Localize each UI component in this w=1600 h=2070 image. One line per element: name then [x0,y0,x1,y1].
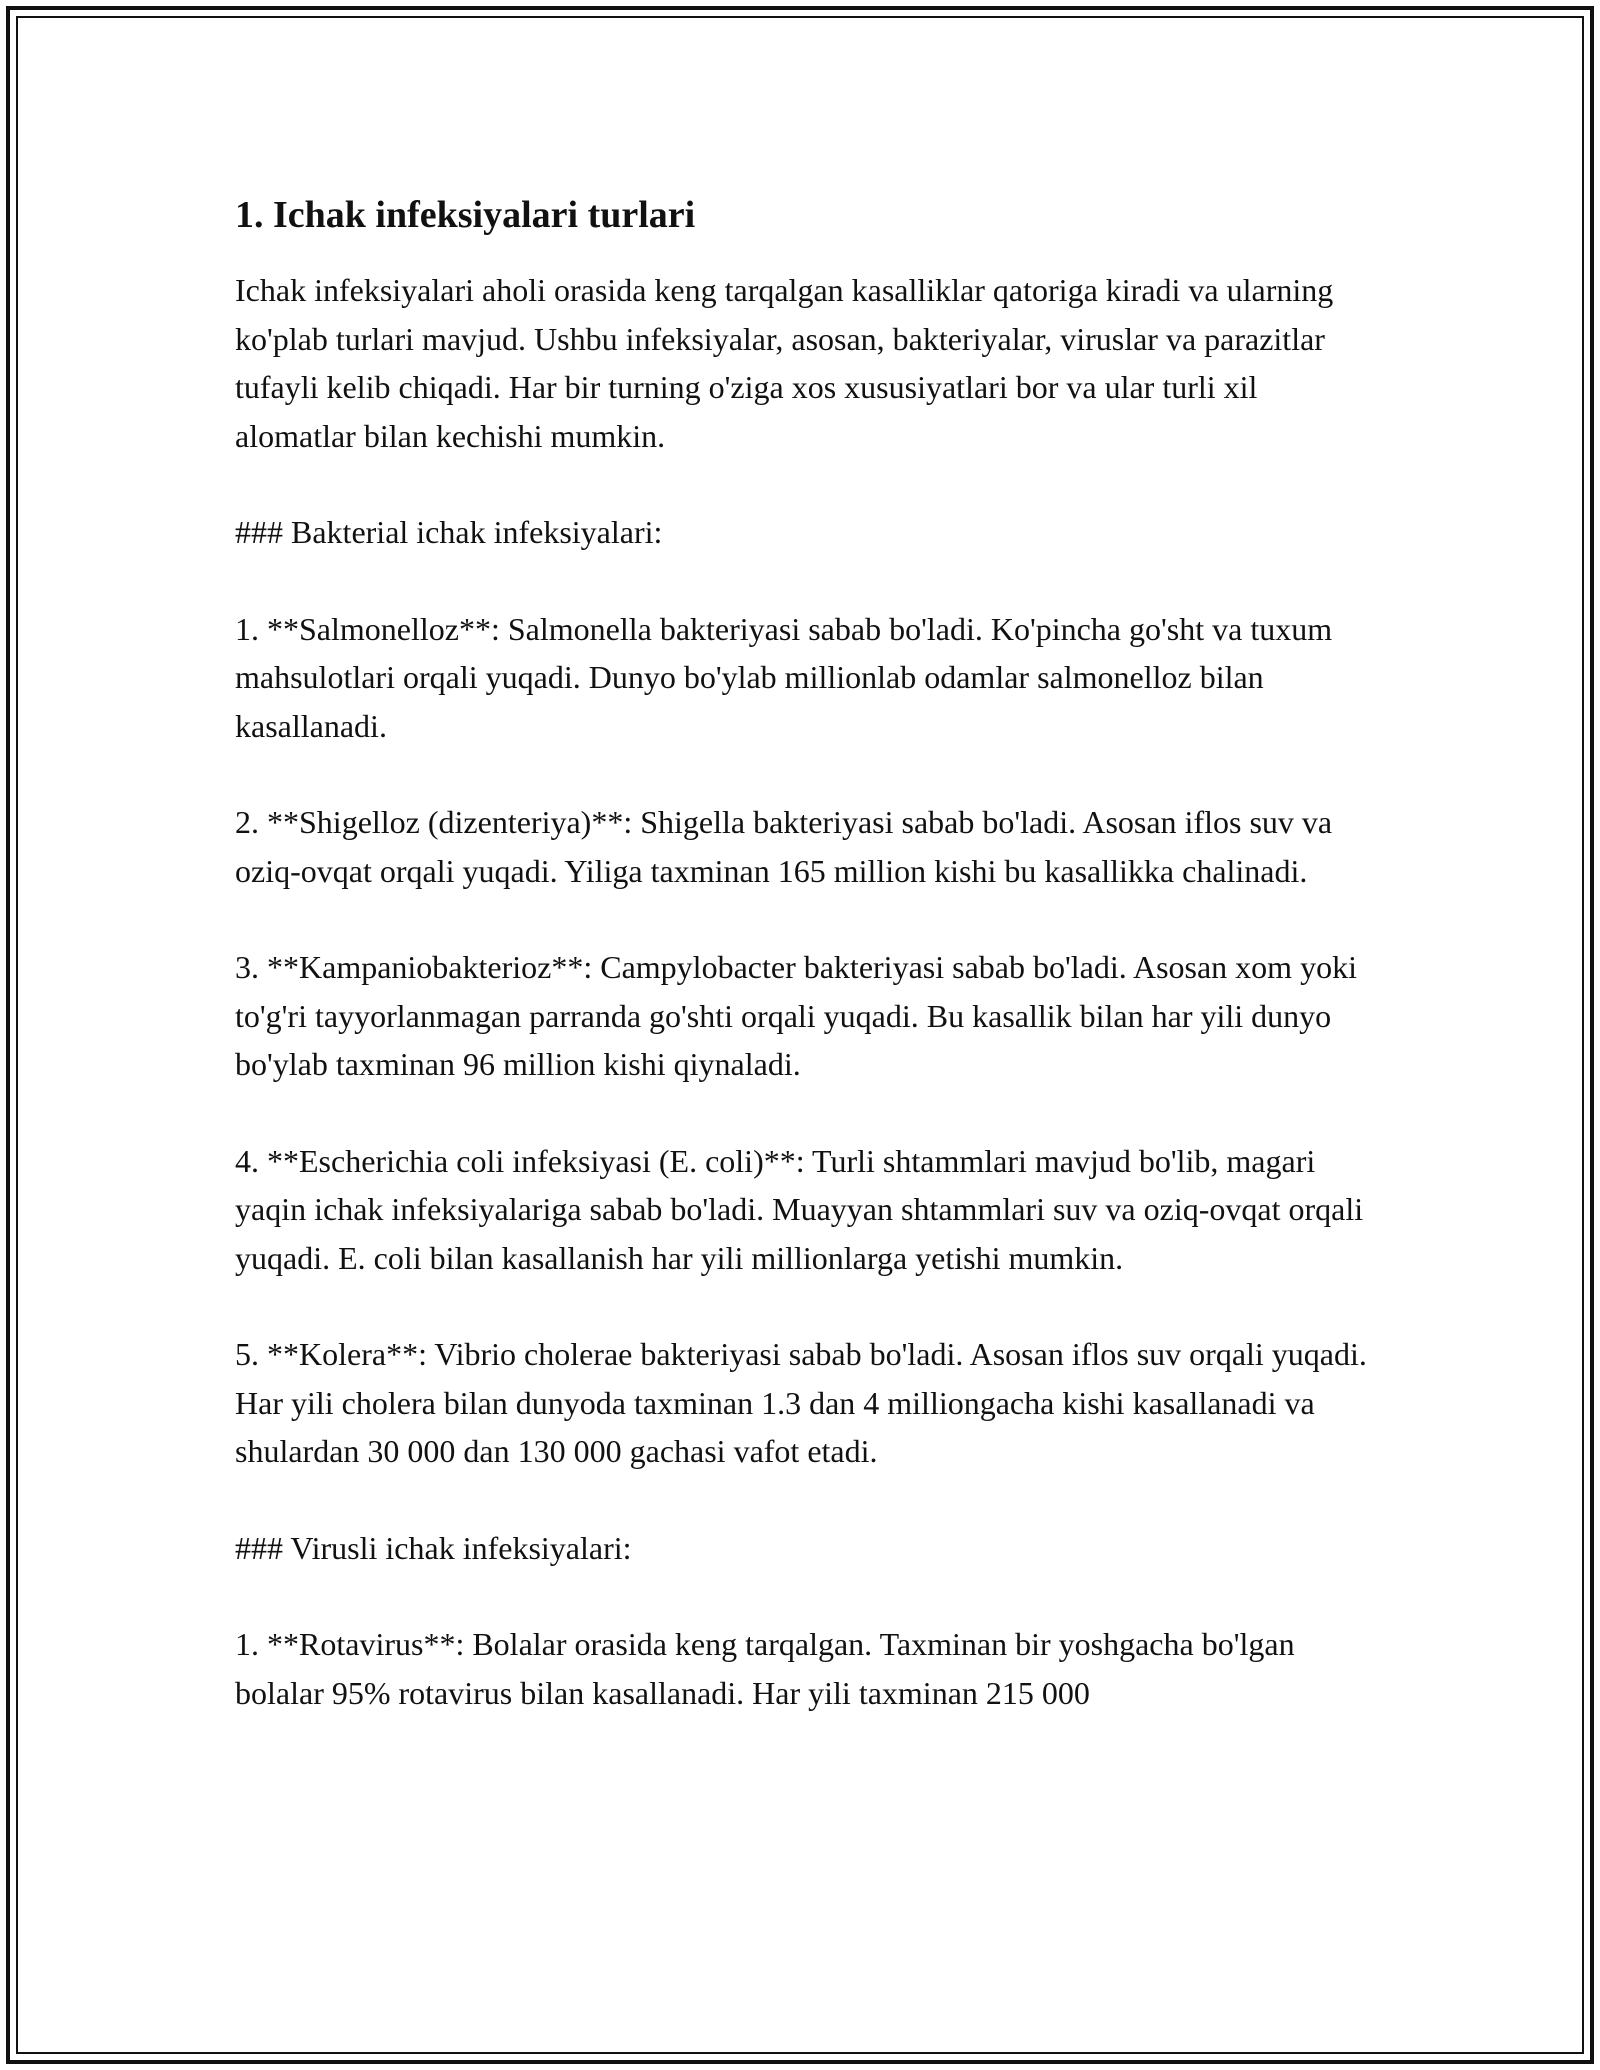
document-title: 1. Ichak infeksiyalari turlari [235,194,696,236]
section-heading-bacterial: ### Bakterial ichak infeksiyalari: [235,514,663,550]
list-item-salmonelloz: 1. **Salmonelloz**: Salmonella bakteriyasi sabab bo'ladi. Ko'pincha go'sht va tuxum mahsulotlari orqali yuqadi. Dunyo bo'ylab millionlab odamlar salmonelloz bilan kasallanadi. [235,610,1333,744]
list-item-rotavirus: 1. **Rotavirus**: Bolalar orasida keng tarqalgan. Taxminan bir yoshgacha bo'lgan bolalar 95% rotavirus bilan kasallanadi. Har yili taxminan 215 000 [235,1626,1295,1711]
section-heading-viral: ### Virusli ichak infeksiyalari: [235,1529,632,1566]
document-body [235,190,1375,1717]
list-item-kampaniobakterioz: 3. **Kampaniobakterioz**: Campylobacter bakteriyasi sabab bo'ladi. Asosan xom yoki to'g'ri tayyorlanmagan parranda go'shti orqali yuqadi. Bu kasallik bilan har yili dunyo bo'ylab taxminan 96 million kishi qiynaladi. [235,949,1357,1082]
intro-paragraph: Ichak infeksiyalari aholi orasida keng tarqalgan kasalliklar qatoriga kiradi va ularning ko'plab turlari mavjud. Ushbu infeksiyalar, asosan, bakteriyalar, viruslar va parazitlar tufayli kelib chiqadi. Har bir turning o'ziga xos xususiyatlari bor va ular turli xil alomatlar bilan kechishi mumkin. [235,272,1334,454]
list-item-kolera: 5. **Kolera**: Vibrio cholerae bakteriyasi sabab bo'ladi. Asosan iflos suv orqali yuqadi. Har yili cholera bilan dunyoda taxminan 1.3 dan 4 milliongacha kishi kasallanadi va shulardan 30 000 dan 130 000 gachasi vafot etadi. [235,1336,1367,1469]
list-item-e-coli: 4. **Escherichia coli infeksiyasi (E. coli)**: Turli shtammlari mavjud bo'lib, magari yaqin ichak infeksiyalariga sabab bo'ladi. Muayyan shtammlari suv va oziq-ovqat orqali yuqadi. E. coli bilan kasallanish har yili millionlarga yetishi mumkin. [235,1142,1364,1276]
list-item-shigelloz: 2. **Shigelloz (dizenteriya)**: Shigella bakteriyasi sabab bo'ladi. Asosan iflos suv va oziq-ovqat orqali yuqadi. Yiliga taxminan 165 million kishi bu kasallikka chalinadi. [235,804,1333,889]
